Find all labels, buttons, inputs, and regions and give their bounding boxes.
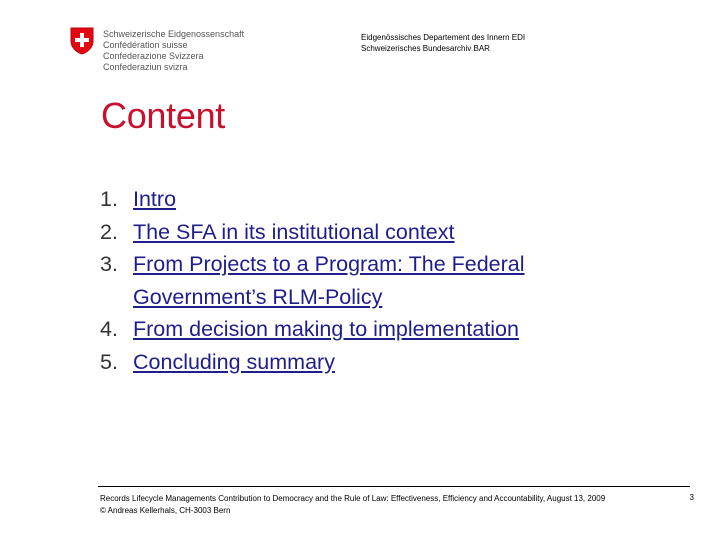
department-header <box>361 32 525 54</box>
confederation-name-it: Confederazione Svizzera <box>103 51 204 61</box>
item-number: 2. <box>100 219 118 244</box>
footer-title: Records Lifecycle Managements Contribution to Democracy and the Rule of Law: Effectiveness, Efficiency and Accountability, August 13, 2009 <box>100 494 606 503</box>
item-number: 4. <box>100 317 118 341</box>
link-sfa-institutional-context[interactable]: The SFA in its institutional context <box>133 219 455 244</box>
link-concluding-summary[interactable]: Concluding summary <box>133 349 335 374</box>
link-projects-to-program[interactable]: From Projects to a Program: The Federal <box>133 252 525 276</box>
page-number: 3 <box>689 493 694 502</box>
archive-name: Schweizerisches Bundesarchiv BAR <box>361 44 490 53</box>
swiss-coat-of-arms-icon <box>70 27 94 60</box>
item-number: 5. <box>100 349 118 374</box>
confederation-names <box>103 29 244 73</box>
link-intro[interactable]: Intro <box>133 187 177 211</box>
slide-title: Content <box>101 95 225 136</box>
confederation-name-de: Schweizerische Eidgenossenschaft <box>103 29 245 39</box>
content-list <box>100 183 525 378</box>
confederation-name-rm: Confederaziun svizra <box>103 62 188 72</box>
footer <box>100 493 605 517</box>
footer-divider <box>98 486 690 487</box>
department-name: Eidgenössisches Departement des Innern EDI <box>361 33 526 42</box>
item-number: 1. <box>100 187 118 211</box>
list-item <box>100 183 525 216</box>
link-decision-to-implementation[interactable]: From decision making to implementation <box>133 317 519 341</box>
list-item <box>100 313 525 346</box>
confederation-name-fr: Confédération suisse <box>103 40 188 50</box>
footer-copyright: © Andreas Kellerhals, CH-3003 Bern <box>100 506 231 515</box>
link-projects-to-program-line2[interactable]: Government’s RLM-Policy <box>133 284 383 309</box>
list-item <box>100 248 525 313</box>
item-number: 3. <box>100 252 118 276</box>
list-item <box>100 216 525 249</box>
list-item <box>100 346 525 379</box>
